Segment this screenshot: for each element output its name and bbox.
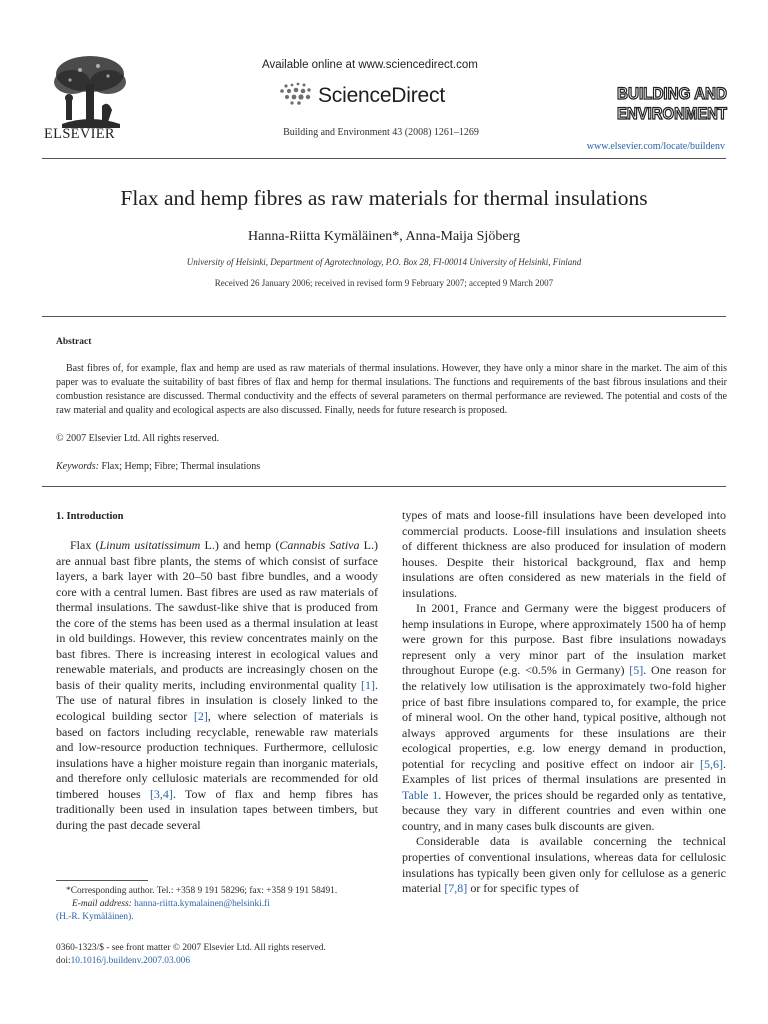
citation-link[interactable]: [5,6]: [700, 756, 723, 771]
right-paragraph-2: In 2001, France and Germany were the biggest producers of hemp insulations in Europe, where approximately 1500 ha of hemp were grown for this purpose. Bast fibre insulations nowadays represent only a very minor part of the insulation market throughout Europe (e.g. <0.5% in Germany) [5]. One reason for the relatively low utilisation is the approximately two-fold higher price of bast fibre insulations compared to, for example, the price of mineral wool. On the other hand, typical positive, although not always approved arguments for these insulations are their ecological properties, e.g. low energy demand in production, potential for recycling and positive effect on indoor air [5,6]. Examples of list prices of thermal insulations are presented in Table 1. However, the prices should be regarded only as tentative, because they vary in different countries and even within one country, and in many cases bulk discounts are given.: [402, 601, 726, 833]
author-affiliation: University of Helsinki, Department of Agrotechnology, P.O. Box 28, FI-00014 University of Helsinki, Finland: [186, 257, 582, 267]
intro-paragraph-1: Flax (Linum usitatissimum L.) and hemp (Cannabis Sativa L.) are annual bast fibre plants, the stems of which consist of surface layers, a bark layer with 20–50 bast fibre bundles, and a woody core with a central lumen. Bast fibres are used as raw materials of thermal insulations. The sawdust-like shive that is produced from the core of the stems has been used as a thermal insulation at least in old buildings. However, this review concentrates mainly on the bast fibres. There is increasing interest in ecological values and renewable materials, and products are increasingly chosen on the basis of their quality merits, including environmental quality [1]. The use of natural fibres in insulation is closely linked to the ecological building sector [2], where selection of materials is based on factors including recyclable, renewable raw materials and low-resource production techniques. Furthermore, cellulosic insulations have a higher moisture regain than inorganic materials, and therefore only cellulosic materials are recommended for old timbered houses [3,4]. Tow of flax and hemp fibres has traditionally been used in insulation tapes between timbers, but during the past decade several: [56, 538, 378, 832]
keywords: [56, 461, 260, 472]
abstract-bottom-rule: [42, 486, 726, 487]
email-link[interactable]: hanna-riitta.kymalainen@helsinki.fi: [134, 899, 270, 909]
issn-line: 0360-1323/$ - see front matter © 2007 Elsevier Ltd. All rights reserved.: [56, 943, 326, 953]
journal-citation: Building and Environment 43 (2008) 1261–1269: [283, 127, 479, 138]
article-title: Flax and hemp fibres as raw materials for thermal insulations: [120, 186, 648, 210]
right-paragraph-3: Considerable data is available concerning the technical properties of conventional insulations, whereas data for cellulosic insulations has typically been given only for cellulose as a generic material [7,8] or for specific types of: [402, 834, 726, 896]
email-author-name: (H.-R. Kymäläinen).: [56, 912, 134, 922]
citation-link[interactable]: [3,4]: [149, 786, 173, 801]
doi-label: doi:: [56, 956, 71, 966]
journal-logo-line1: BUILDING AND: [617, 84, 727, 103]
table-link[interactable]: Table 1: [402, 787, 439, 802]
journal-logo-line2: ENVIRONMENT: [617, 104, 728, 123]
header-rule: [42, 158, 726, 159]
left-column: [56, 538, 378, 833]
footnote-rule: [56, 880, 148, 881]
abstract-copyright: © 2007 Elsevier Ltd. All rights reserved.: [56, 433, 220, 444]
right-column: [402, 508, 726, 897]
sciencedirect-dots-icon: [278, 80, 318, 106]
keywords-label: Keywords:: [56, 461, 99, 472]
article-dates: Received 26 January 2006; received in revised form 9 February 2007; accepted 9 March 2007: [214, 278, 554, 288]
journal-logo: [616, 82, 728, 122]
available-online-text: Available online at www.sciencedirect.com: [262, 59, 478, 71]
sciencedirect-wordmark: ScienceDirect: [318, 84, 445, 107]
citation-link[interactable]: [2]: [193, 709, 208, 724]
citation-link[interactable]: [1]: [361, 677, 375, 692]
front-matter-note: [56, 942, 386, 968]
right-paragraph-1: types of mats and loose-fill insulations have been developed into commercial products. Loose-fill insulations and insulation sheets of different thickness are also produced for insulation of modern houses. Despite their historical background, flax and hemp insulations are often considered as new materials in the field of insulations.: [402, 508, 726, 600]
journal-url-link[interactable]: www.elsevier.com/locate/buildenv: [586, 141, 725, 152]
section-heading-introduction: 1. Introduction: [56, 511, 124, 522]
doi-link[interactable]: 10.1016/j.buildenv.2007.03.006: [70, 956, 191, 966]
abstract-heading: Abstract: [56, 337, 92, 347]
citation-link[interactable]: [5]: [629, 663, 644, 678]
abstract-body: Bast fibres of, for example, flax and hemp are used as raw materials of thermal insulations. However, they have only a minor share in the market. The aim of this paper was to evaluate the suitability of bast fibres of flax and hemp for thermal insulations. The functions and requirements of the bast fibrous insulations and their combustion resistance are discussed. Thermal conductivity and the effects of several parameters on thermal performance are reviewed. The potential and costs of the raw material and quality and ecological aspects are also discussed. Finally, needs for future research is proposed.: [56, 363, 727, 417]
email-label: E-mail address:: [72, 899, 132, 909]
publisher-name: ELSEVIER: [44, 126, 115, 142]
article-authors: Hanna-Riitta Kymäläinen*, Anna-Maija Sjöberg: [248, 229, 520, 244]
abstract-top-rule: [42, 316, 726, 317]
corresponding-author-note: *Corresponding author. Tel.: +358 9 191 58296; fax: +358 9 191 58491. E-mail address: hanna-riitta.kymalainen@helsinki.fi (H.-R. Kymäläinen).: [56, 885, 386, 924]
keywords-list: Flax; Hemp; Fibre; Thermal insulations: [101, 461, 261, 472]
latin-name-hemp: Cannabis Sativa: [279, 538, 360, 552]
latin-name-flax: Linum usitatissimum: [99, 538, 201, 552]
citation-link[interactable]: [7,8]: [444, 881, 468, 896]
